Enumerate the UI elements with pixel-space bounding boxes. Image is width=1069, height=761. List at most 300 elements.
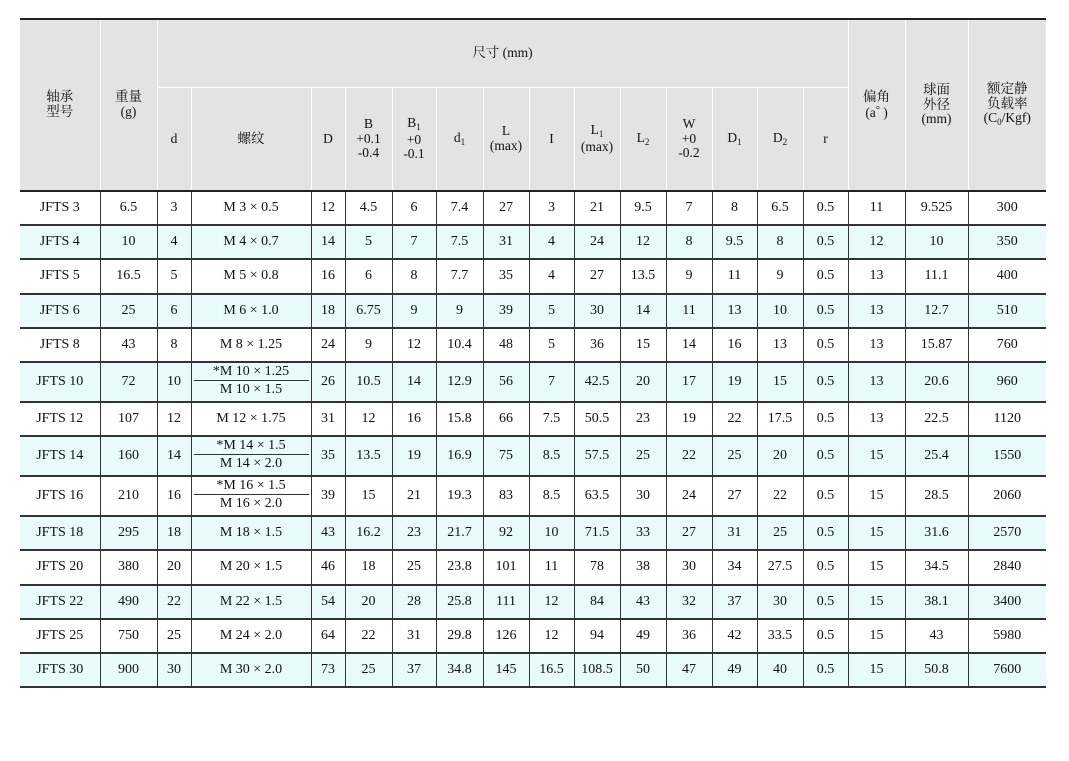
cell-weight: 210 bbox=[100, 476, 157, 516]
cell-w: 19 bbox=[666, 402, 712, 436]
cell-r: 0.5 bbox=[803, 436, 848, 476]
cell-b1: 8 bbox=[392, 259, 436, 293]
cell-angle: 13 bbox=[848, 294, 905, 328]
cell-d2: 6.5 bbox=[757, 191, 803, 225]
cell-model: JFTS 14 bbox=[20, 436, 100, 476]
cell-w: 8 bbox=[666, 225, 712, 259]
cell-thread bbox=[191, 362, 311, 402]
cell-d2: 27.5 bbox=[757, 550, 803, 584]
cell-l1: 27 bbox=[574, 259, 620, 293]
cell-d2: 10 bbox=[757, 294, 803, 328]
cell-model: JFTS 16 bbox=[20, 476, 100, 516]
table-row bbox=[20, 328, 1046, 362]
cell-l2: 20 bbox=[620, 362, 666, 402]
cell-weight: 295 bbox=[100, 516, 157, 550]
cell-model: JFTS 3 bbox=[20, 191, 100, 225]
cell-b: 6 bbox=[345, 259, 392, 293]
header-weight bbox=[100, 19, 157, 191]
cell-b1: 12 bbox=[392, 328, 436, 362]
cell-ball: 10 bbox=[905, 225, 968, 259]
cell-d: 25 bbox=[157, 619, 191, 653]
cell-d: 22 bbox=[157, 585, 191, 619]
cell-l: 39 bbox=[483, 294, 529, 328]
cell-b: 15 bbox=[345, 476, 392, 516]
cell-w: 32 bbox=[666, 585, 712, 619]
cell-d: 5 bbox=[157, 259, 191, 293]
cell-w: 27 bbox=[666, 516, 712, 550]
cell-angle: 12 bbox=[848, 225, 905, 259]
cell-l: 48 bbox=[483, 328, 529, 362]
header-angle-line1: 偏角 bbox=[863, 88, 890, 104]
header-load-line3 bbox=[969, 111, 1047, 128]
cell-l2: 9.5 bbox=[620, 191, 666, 225]
cell-d1: 9 bbox=[436, 294, 483, 328]
cell-d: 16 bbox=[311, 259, 345, 293]
cell-load: 7600 bbox=[968, 653, 1046, 687]
spec-table-container bbox=[20, 18, 1046, 688]
cell-angle: 13 bbox=[848, 259, 905, 293]
header-D1 bbox=[712, 88, 757, 192]
bearing-spec-table bbox=[20, 18, 1046, 688]
header-D2 bbox=[757, 88, 803, 192]
cell-b: 4.5 bbox=[345, 191, 392, 225]
cell-load: 2060 bbox=[968, 476, 1046, 516]
header-r: r bbox=[803, 88, 848, 192]
table-row bbox=[20, 516, 1046, 550]
header-I: I bbox=[529, 88, 574, 192]
table-row bbox=[20, 476, 1046, 516]
header-d1-sub: 1 bbox=[460, 136, 466, 147]
cell-r: 0.5 bbox=[803, 294, 848, 328]
cell-ball: 28.5 bbox=[905, 476, 968, 516]
header-d: d bbox=[157, 88, 191, 192]
cell-d1: 19 bbox=[712, 362, 757, 402]
cell-b1: 31 bbox=[392, 619, 436, 653]
cell-thread: M 18 × 1.5 bbox=[191, 516, 311, 550]
cell-model: JFTS 25 bbox=[20, 619, 100, 653]
header-L bbox=[483, 88, 529, 192]
table-row bbox=[20, 436, 1046, 476]
header-L2-letter: L bbox=[636, 129, 645, 145]
cell-b: 9 bbox=[345, 328, 392, 362]
header-weight-line2: (g) bbox=[120, 104, 137, 119]
cell-angle: 13 bbox=[848, 328, 905, 362]
table-row bbox=[20, 294, 1046, 328]
header-D2-letter: D bbox=[772, 129, 783, 145]
cell-r: 0.5 bbox=[803, 619, 848, 653]
cell-d: 30 bbox=[157, 653, 191, 687]
header-model-line2: 型号 bbox=[46, 104, 74, 119]
cell-weight: 490 bbox=[100, 585, 157, 619]
cell-i: 11 bbox=[529, 550, 574, 584]
header-B-name: B bbox=[363, 115, 373, 131]
cell-d: 12 bbox=[311, 191, 345, 225]
cell-d: 18 bbox=[311, 294, 345, 328]
cell-l2: 15 bbox=[620, 328, 666, 362]
cell-l: 66 bbox=[483, 402, 529, 436]
cell-d1: 13 bbox=[712, 294, 757, 328]
cell-l2: 30 bbox=[620, 476, 666, 516]
cell-d1: 9.5 bbox=[712, 225, 757, 259]
cell-l2: 43 bbox=[620, 585, 666, 619]
cell-d1: 34.8 bbox=[436, 653, 483, 687]
cell-d: 8 bbox=[157, 328, 191, 362]
cell-d1: 31 bbox=[712, 516, 757, 550]
table-row bbox=[20, 259, 1046, 293]
cell-angle: 15 bbox=[848, 436, 905, 476]
cell-r: 0.5 bbox=[803, 516, 848, 550]
cell-d: 43 bbox=[311, 516, 345, 550]
cell-w: 47 bbox=[666, 653, 712, 687]
cell-d: 73 bbox=[311, 653, 345, 687]
header-B-tol-minus: -0.4 bbox=[357, 145, 380, 161]
cell-l2: 14 bbox=[620, 294, 666, 328]
cell-l1: 84 bbox=[574, 585, 620, 619]
cell-b: 10.5 bbox=[345, 362, 392, 402]
cell-d2: 30 bbox=[757, 585, 803, 619]
header-ball-line3: (mm) bbox=[921, 111, 952, 127]
cell-d1: 37 bbox=[712, 585, 757, 619]
cell-b1: 37 bbox=[392, 653, 436, 687]
cell-b: 20 bbox=[345, 585, 392, 619]
cell-weight: 160 bbox=[100, 436, 157, 476]
cell-angle: 15 bbox=[848, 476, 905, 516]
header-B1 bbox=[392, 88, 436, 192]
cell-i: 8.5 bbox=[529, 476, 574, 516]
cell-load: 760 bbox=[968, 328, 1046, 362]
cell-r: 0.5 bbox=[803, 402, 848, 436]
header-load-c: (C bbox=[983, 110, 998, 126]
header-L1-note: (max) bbox=[580, 139, 614, 155]
cell-thread bbox=[191, 476, 311, 516]
table-row bbox=[20, 191, 1046, 225]
cell-load: 1550 bbox=[968, 436, 1046, 476]
cell-r: 0.5 bbox=[803, 585, 848, 619]
cell-d1: 10.4 bbox=[436, 328, 483, 362]
cell-l: 101 bbox=[483, 550, 529, 584]
cell-b1: 28 bbox=[392, 585, 436, 619]
header-D: D bbox=[311, 88, 345, 192]
cell-ball: 22.5 bbox=[905, 402, 968, 436]
header-ball-line2: 外径 bbox=[923, 96, 950, 112]
cell-angle: 13 bbox=[848, 402, 905, 436]
cell-load: 300 bbox=[968, 191, 1046, 225]
cell-l: 27 bbox=[483, 191, 529, 225]
header-W-tol-minus: -0.2 bbox=[678, 145, 700, 161]
cell-l2: 38 bbox=[620, 550, 666, 584]
cell-b1: 19 bbox=[392, 436, 436, 476]
cell-angle: 11 bbox=[848, 191, 905, 225]
cell-r: 0.5 bbox=[803, 225, 848, 259]
cell-thread: M 22 × 1.5 bbox=[191, 585, 311, 619]
cell-load: 350 bbox=[968, 225, 1046, 259]
cell-i: 4 bbox=[529, 225, 574, 259]
cell-l2: 12 bbox=[620, 225, 666, 259]
cell-b: 6.75 bbox=[345, 294, 392, 328]
cell-d1: 34 bbox=[712, 550, 757, 584]
cell-d2: 20 bbox=[757, 436, 803, 476]
cell-l2: 13.5 bbox=[620, 259, 666, 293]
header-load-sub: 0 bbox=[997, 117, 1002, 128]
cell-l2: 49 bbox=[620, 619, 666, 653]
cell-ball: 12.7 bbox=[905, 294, 968, 328]
cell-model: JFTS 20 bbox=[20, 550, 100, 584]
cell-d: 35 bbox=[311, 436, 345, 476]
cell-d: 10 bbox=[157, 362, 191, 402]
cell-d: 26 bbox=[311, 362, 345, 402]
cell-ball: 31.6 bbox=[905, 516, 968, 550]
thread-variant: *M 16 × 1.5 bbox=[194, 477, 309, 495]
cell-load: 3400 bbox=[968, 585, 1046, 619]
cell-model: JFTS 12 bbox=[20, 402, 100, 436]
cell-ball: 9.525 bbox=[905, 191, 968, 225]
cell-l2: 25 bbox=[620, 436, 666, 476]
cell-l: 35 bbox=[483, 259, 529, 293]
header-thread: 螺纹 bbox=[191, 88, 311, 192]
cell-thread: M 20 × 1.5 bbox=[191, 550, 311, 584]
cell-ball: 11.1 bbox=[905, 259, 968, 293]
cell-d2: 9 bbox=[757, 259, 803, 293]
cell-ball: 15.87 bbox=[905, 328, 968, 362]
header-ball-line1: 球面 bbox=[923, 81, 950, 97]
cell-weight: 72 bbox=[100, 362, 157, 402]
header-W-name: W bbox=[682, 115, 696, 131]
cell-model: JFTS 10 bbox=[20, 362, 100, 402]
cell-l1: 36 bbox=[574, 328, 620, 362]
cell-l1: 94 bbox=[574, 619, 620, 653]
cell-l1: 50.5 bbox=[574, 402, 620, 436]
cell-angle: 15 bbox=[848, 516, 905, 550]
cell-angle: 15 bbox=[848, 585, 905, 619]
cell-d2: 15 bbox=[757, 362, 803, 402]
cell-b: 5 bbox=[345, 225, 392, 259]
cell-weight: 6.5 bbox=[100, 191, 157, 225]
cell-i: 5 bbox=[529, 294, 574, 328]
cell-l2: 23 bbox=[620, 402, 666, 436]
cell-l1: 24 bbox=[574, 225, 620, 259]
cell-thread: M 8 × 1.25 bbox=[191, 328, 311, 362]
cell-thread: M 12 × 1.75 bbox=[191, 402, 311, 436]
cell-d1: 49 bbox=[712, 653, 757, 687]
cell-d1: 25 bbox=[712, 436, 757, 476]
cell-i: 5 bbox=[529, 328, 574, 362]
thread-variant: M 14 × 2.0 bbox=[219, 456, 283, 472]
cell-d: 64 bbox=[311, 619, 345, 653]
cell-l2: 33 bbox=[620, 516, 666, 550]
cell-b: 25 bbox=[345, 653, 392, 687]
cell-weight: 25 bbox=[100, 294, 157, 328]
cell-d2: 33.5 bbox=[757, 619, 803, 653]
cell-thread: M 5 × 0.8 bbox=[191, 259, 311, 293]
cell-angle: 13 bbox=[848, 362, 905, 402]
cell-b: 18 bbox=[345, 550, 392, 584]
header-B1-letter: B bbox=[407, 114, 417, 130]
cell-l: 75 bbox=[483, 436, 529, 476]
cell-b1: 6 bbox=[392, 191, 436, 225]
cell-b1: 21 bbox=[392, 476, 436, 516]
cell-d: 18 bbox=[157, 516, 191, 550]
cell-l1: 63.5 bbox=[574, 476, 620, 516]
cell-weight: 10 bbox=[100, 225, 157, 259]
cell-w: 36 bbox=[666, 619, 712, 653]
cell-w: 11 bbox=[666, 294, 712, 328]
cell-weight: 107 bbox=[100, 402, 157, 436]
table-row bbox=[20, 550, 1046, 584]
cell-w: 17 bbox=[666, 362, 712, 402]
cell-ball: 20.6 bbox=[905, 362, 968, 402]
cell-b1: 9 bbox=[392, 294, 436, 328]
cell-weight: 16.5 bbox=[100, 259, 157, 293]
header-B1-tol-plus: +0 bbox=[406, 131, 422, 147]
table-header bbox=[20, 19, 1046, 191]
header-weight-line1: 重量 bbox=[115, 89, 142, 105]
cell-thread: M 4 × 0.7 bbox=[191, 225, 311, 259]
cell-d: 20 bbox=[157, 550, 191, 584]
cell-weight: 750 bbox=[100, 619, 157, 653]
cell-i: 12 bbox=[529, 585, 574, 619]
cell-w: 14 bbox=[666, 328, 712, 362]
cell-w: 9 bbox=[666, 259, 712, 293]
cell-d: 4 bbox=[157, 225, 191, 259]
header-B1-sub: 1 bbox=[416, 121, 421, 132]
cell-d2: 25 bbox=[757, 516, 803, 550]
cell-r: 0.5 bbox=[803, 259, 848, 293]
cell-d1: 11 bbox=[712, 259, 757, 293]
header-load-unit: /Kgf) bbox=[1001, 110, 1031, 126]
thread-variants bbox=[194, 363, 309, 401]
cell-d2: 17.5 bbox=[757, 402, 803, 436]
cell-model: JFTS 8 bbox=[20, 328, 100, 362]
cell-weight: 380 bbox=[100, 550, 157, 584]
header-angle-a: (a bbox=[865, 104, 876, 120]
header-L2-sub: 2 bbox=[644, 136, 650, 147]
cell-l1: 57.5 bbox=[574, 436, 620, 476]
cell-load: 400 bbox=[968, 259, 1046, 293]
header-angle-degree: ° bbox=[875, 104, 880, 116]
cell-i: 3 bbox=[529, 191, 574, 225]
cell-thread: M 6 × 1.0 bbox=[191, 294, 311, 328]
header-load-line1: 额定静 bbox=[987, 80, 1028, 96]
cell-b: 16.2 bbox=[345, 516, 392, 550]
cell-l1: 108.5 bbox=[574, 653, 620, 687]
thread-variant: M 16 × 2.0 bbox=[219, 496, 283, 512]
header-B-tol-plus: +0.1 bbox=[356, 130, 381, 146]
header-W-tol-plus: +0 bbox=[681, 130, 697, 146]
cell-i: 7.5 bbox=[529, 402, 574, 436]
cell-load: 1120 bbox=[968, 402, 1046, 436]
cell-angle: 15 bbox=[848, 619, 905, 653]
cell-d2: 22 bbox=[757, 476, 803, 516]
cell-b1: 14 bbox=[392, 362, 436, 402]
header-W bbox=[666, 88, 712, 192]
table-row bbox=[20, 619, 1046, 653]
cell-i: 8.5 bbox=[529, 436, 574, 476]
cell-l2: 50 bbox=[620, 653, 666, 687]
cell-b: 22 bbox=[345, 619, 392, 653]
cell-d1: 19.3 bbox=[436, 476, 483, 516]
cell-d: 54 bbox=[311, 585, 345, 619]
header-L1-name bbox=[575, 123, 620, 140]
cell-b1: 23 bbox=[392, 516, 436, 550]
thread-variants bbox=[194, 437, 309, 475]
cell-d: 14 bbox=[311, 225, 345, 259]
cell-d2: 40 bbox=[757, 653, 803, 687]
table-row bbox=[20, 225, 1046, 259]
cell-d1: 16.9 bbox=[436, 436, 483, 476]
cell-model: JFTS 18 bbox=[20, 516, 100, 550]
header-angle-line2 bbox=[849, 105, 905, 121]
header-B bbox=[345, 88, 392, 192]
cell-i: 4 bbox=[529, 259, 574, 293]
cell-d: 12 bbox=[157, 402, 191, 436]
header-L2 bbox=[620, 88, 666, 192]
cell-l: 126 bbox=[483, 619, 529, 653]
header-dimensions: 尺寸 (mm) bbox=[157, 19, 848, 88]
cell-i: 16.5 bbox=[529, 653, 574, 687]
cell-d1: 12.9 bbox=[436, 362, 483, 402]
cell-d1: 7.5 bbox=[436, 225, 483, 259]
cell-r: 0.5 bbox=[803, 653, 848, 687]
thread-variant: M 10 × 1.5 bbox=[219, 381, 283, 397]
cell-d1: 7.4 bbox=[436, 191, 483, 225]
cell-d: 6 bbox=[157, 294, 191, 328]
cell-b1: 16 bbox=[392, 402, 436, 436]
header-model-line1: 轴承 bbox=[46, 89, 74, 105]
cell-d1: 21.7 bbox=[436, 516, 483, 550]
cell-model: JFTS 4 bbox=[20, 225, 100, 259]
cell-d1: 22 bbox=[712, 402, 757, 436]
cell-load: 510 bbox=[968, 294, 1046, 328]
cell-b1: 7 bbox=[392, 225, 436, 259]
cell-b1: 25 bbox=[392, 550, 436, 584]
cell-w: 24 bbox=[666, 476, 712, 516]
header-D2-sub: 2 bbox=[782, 136, 788, 147]
cell-w: 22 bbox=[666, 436, 712, 476]
cell-r: 0.5 bbox=[803, 550, 848, 584]
cell-model: JFTS 22 bbox=[20, 585, 100, 619]
cell-i: 12 bbox=[529, 619, 574, 653]
table-row bbox=[20, 402, 1046, 436]
cell-d: 39 bbox=[311, 476, 345, 516]
cell-thread: M 30 × 2.0 bbox=[191, 653, 311, 687]
cell-ball: 38.1 bbox=[905, 585, 968, 619]
cell-d1: 23.8 bbox=[436, 550, 483, 584]
cell-model: JFTS 30 bbox=[20, 653, 100, 687]
cell-d1: 42 bbox=[712, 619, 757, 653]
cell-d1: 16 bbox=[712, 328, 757, 362]
cell-d1: 7.7 bbox=[436, 259, 483, 293]
thread-variant: *M 14 × 1.5 bbox=[194, 437, 309, 455]
cell-l1: 71.5 bbox=[574, 516, 620, 550]
header-angle bbox=[848, 19, 905, 191]
cell-load: 2570 bbox=[968, 516, 1046, 550]
cell-load: 5980 bbox=[968, 619, 1046, 653]
cell-ball: 25.4 bbox=[905, 436, 968, 476]
cell-d: 31 bbox=[311, 402, 345, 436]
cell-load: 960 bbox=[968, 362, 1046, 402]
cell-d1: 25.8 bbox=[436, 585, 483, 619]
cell-weight: 43 bbox=[100, 328, 157, 362]
cell-d: 14 bbox=[157, 436, 191, 476]
cell-l1: 42.5 bbox=[574, 362, 620, 402]
header-load-line2: 负载率 bbox=[987, 95, 1028, 111]
cell-w: 30 bbox=[666, 550, 712, 584]
cell-l1: 78 bbox=[574, 550, 620, 584]
table-row bbox=[20, 362, 1046, 402]
cell-l: 145 bbox=[483, 653, 529, 687]
cell-d: 16 bbox=[157, 476, 191, 516]
header-L1 bbox=[574, 88, 620, 192]
